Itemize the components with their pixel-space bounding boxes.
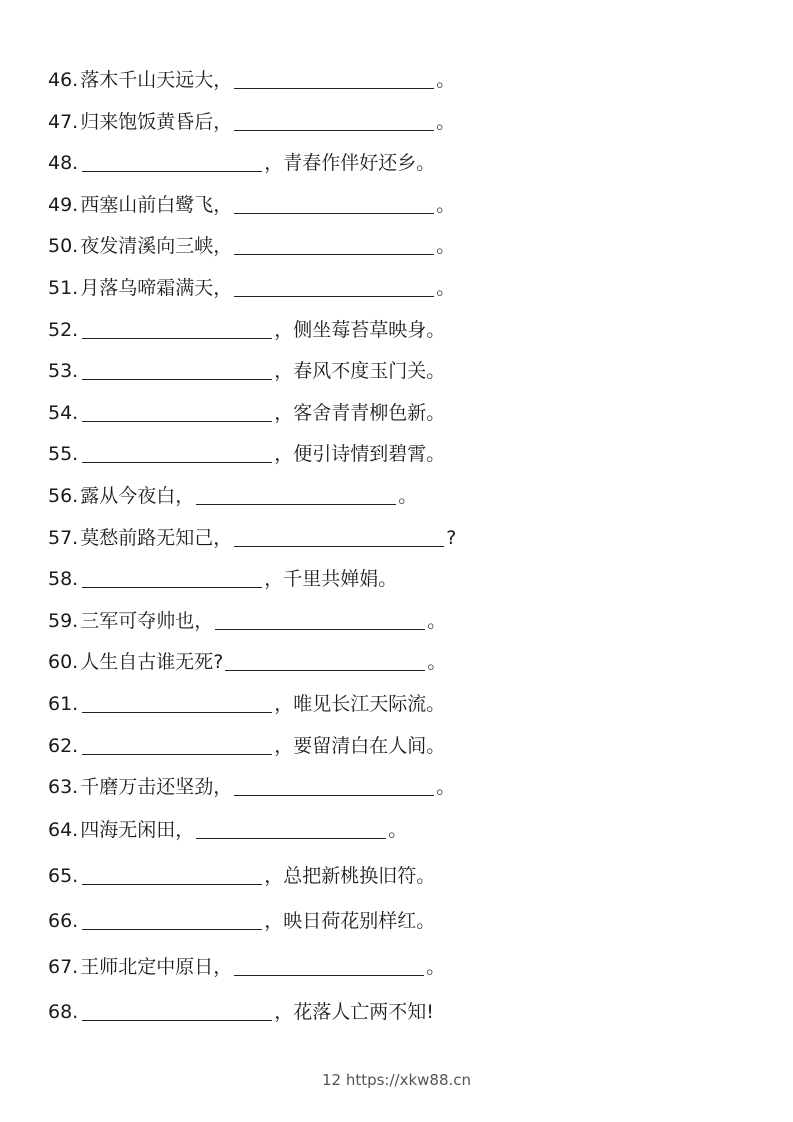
prompt-text: 露从今夜白，	[80, 485, 195, 507]
answer-blank[interactable]	[82, 928, 262, 930]
question-number: 55.	[48, 443, 79, 465]
question-62	[48, 734, 445, 758]
answer-blank[interactable]	[82, 170, 262, 172]
trailing-text: ，青春作伴好还乡。	[264, 152, 436, 174]
trailing-text: 。	[388, 819, 408, 841]
prompt-text: 西塞山前白鹭飞，	[80, 194, 233, 216]
question-56	[48, 484, 417, 508]
question-49	[48, 193, 455, 217]
question-54	[48, 401, 445, 425]
question-number: 68.	[48, 1001, 79, 1023]
answer-blank[interactable]	[234, 253, 434, 255]
question-number: 60.	[48, 651, 79, 673]
question-66	[48, 909, 435, 933]
trailing-text: ，客舍青青柳色新。	[274, 402, 446, 424]
question-51	[48, 276, 455, 300]
question-55	[48, 442, 445, 466]
question-number: 53.	[48, 360, 79, 382]
answer-blank[interactable]	[82, 461, 272, 463]
answer-blank[interactable]	[234, 129, 434, 131]
answer-blank[interactable]	[82, 1019, 272, 1021]
question-number: 54.	[48, 402, 79, 424]
prompt-text: 落木千山天远大，	[80, 69, 233, 91]
trailing-text: 。	[436, 194, 456, 216]
answer-blank[interactable]	[82, 753, 272, 755]
answer-blank[interactable]	[215, 628, 425, 630]
trailing-text: ，要留清白在人间。	[274, 735, 446, 757]
answer-blank[interactable]	[82, 337, 272, 339]
question-48	[48, 151, 435, 175]
question-53	[48, 359, 445, 383]
question-number: 64.	[48, 819, 79, 841]
question-50	[48, 234, 455, 258]
answer-blank[interactable]	[82, 586, 262, 588]
question-63	[48, 775, 455, 799]
prompt-text: 人生自古谁无死?	[80, 651, 224, 673]
question-number: 50.	[48, 235, 79, 257]
question-57	[48, 526, 456, 550]
answer-blank[interactable]	[196, 503, 396, 505]
question-number: 57.	[48, 527, 79, 549]
trailing-text: ，便引诗情到碧霄。	[274, 443, 446, 465]
question-number: 62.	[48, 735, 79, 757]
trailing-text: 。	[436, 69, 456, 91]
answer-blank[interactable]	[234, 87, 434, 89]
trailing-text: 。	[436, 111, 456, 133]
question-number: 49.	[48, 194, 79, 216]
trailing-text: ，千里共婵娟。	[264, 568, 398, 590]
page-footer: 12 https://xkw88.cn	[321, 1071, 472, 1089]
answer-blank[interactable]	[225, 669, 425, 671]
answer-blank[interactable]	[234, 794, 434, 796]
trailing-text: 。	[427, 651, 447, 673]
trailing-text: 。	[436, 277, 456, 299]
question-64	[48, 818, 407, 842]
answer-blank[interactable]	[234, 545, 444, 547]
answer-blank[interactable]	[234, 974, 424, 976]
question-number: 51.	[48, 277, 79, 299]
question-number: 66.	[48, 910, 79, 932]
trailing-text: ，映日荷花别样红。	[264, 910, 436, 932]
trailing-text: 。	[436, 235, 456, 257]
answer-blank[interactable]	[234, 295, 434, 297]
question-58	[48, 567, 397, 591]
prompt-text: 四海无闲田，	[80, 819, 195, 841]
trailing-text: ，花落人亡两不知!	[274, 1001, 434, 1023]
question-68	[48, 1000, 434, 1024]
question-number: 61.	[48, 693, 79, 715]
question-number: 52.	[48, 319, 79, 341]
answer-blank[interactable]	[234, 212, 434, 214]
trailing-text: 。	[436, 776, 456, 798]
question-number: 46.	[48, 69, 79, 91]
question-number: 65.	[48, 865, 79, 887]
answer-blank[interactable]	[196, 837, 386, 839]
trailing-text: 。	[426, 956, 446, 978]
answer-blank[interactable]	[82, 420, 272, 422]
question-number: 56.	[48, 485, 79, 507]
question-61	[48, 692, 445, 716]
question-52	[48, 318, 445, 342]
question-number: 48.	[48, 152, 79, 174]
trailing-text: ?	[446, 527, 457, 549]
question-59	[48, 609, 446, 633]
trailing-text: 。	[427, 610, 447, 632]
question-number: 47.	[48, 111, 79, 133]
prompt-text: 月落乌啼霜满天，	[80, 277, 233, 299]
question-46	[48, 68, 455, 92]
answer-blank[interactable]	[82, 378, 272, 380]
answer-blank[interactable]	[82, 711, 272, 713]
prompt-text: 莫愁前路无知己，	[80, 527, 233, 549]
prompt-text: 归来饱饭黄昏后，	[80, 111, 233, 133]
trailing-text: ，春风不度玉门关。	[274, 360, 446, 382]
prompt-text: 王师北定中原日，	[80, 956, 233, 978]
trailing-text: ，侧坐莓苔草映身。	[274, 319, 446, 341]
question-65	[48, 864, 435, 888]
answer-blank[interactable]	[82, 883, 262, 885]
trailing-text: ，总把新桃换旧符。	[264, 865, 436, 887]
question-number: 59.	[48, 610, 79, 632]
trailing-text: ，唯见长江天际流。	[274, 693, 446, 715]
question-47	[48, 110, 455, 134]
question-67	[48, 955, 445, 979]
trailing-text: 。	[398, 485, 418, 507]
prompt-text: 千磨万击还坚劲，	[80, 776, 233, 798]
question-60	[48, 650, 446, 674]
prompt-text: 夜发清溪向三峡，	[80, 235, 233, 257]
prompt-text: 三军可夺帅也，	[80, 610, 214, 632]
question-number: 67.	[48, 956, 79, 978]
question-number: 58.	[48, 568, 79, 590]
question-number: 63.	[48, 776, 79, 798]
